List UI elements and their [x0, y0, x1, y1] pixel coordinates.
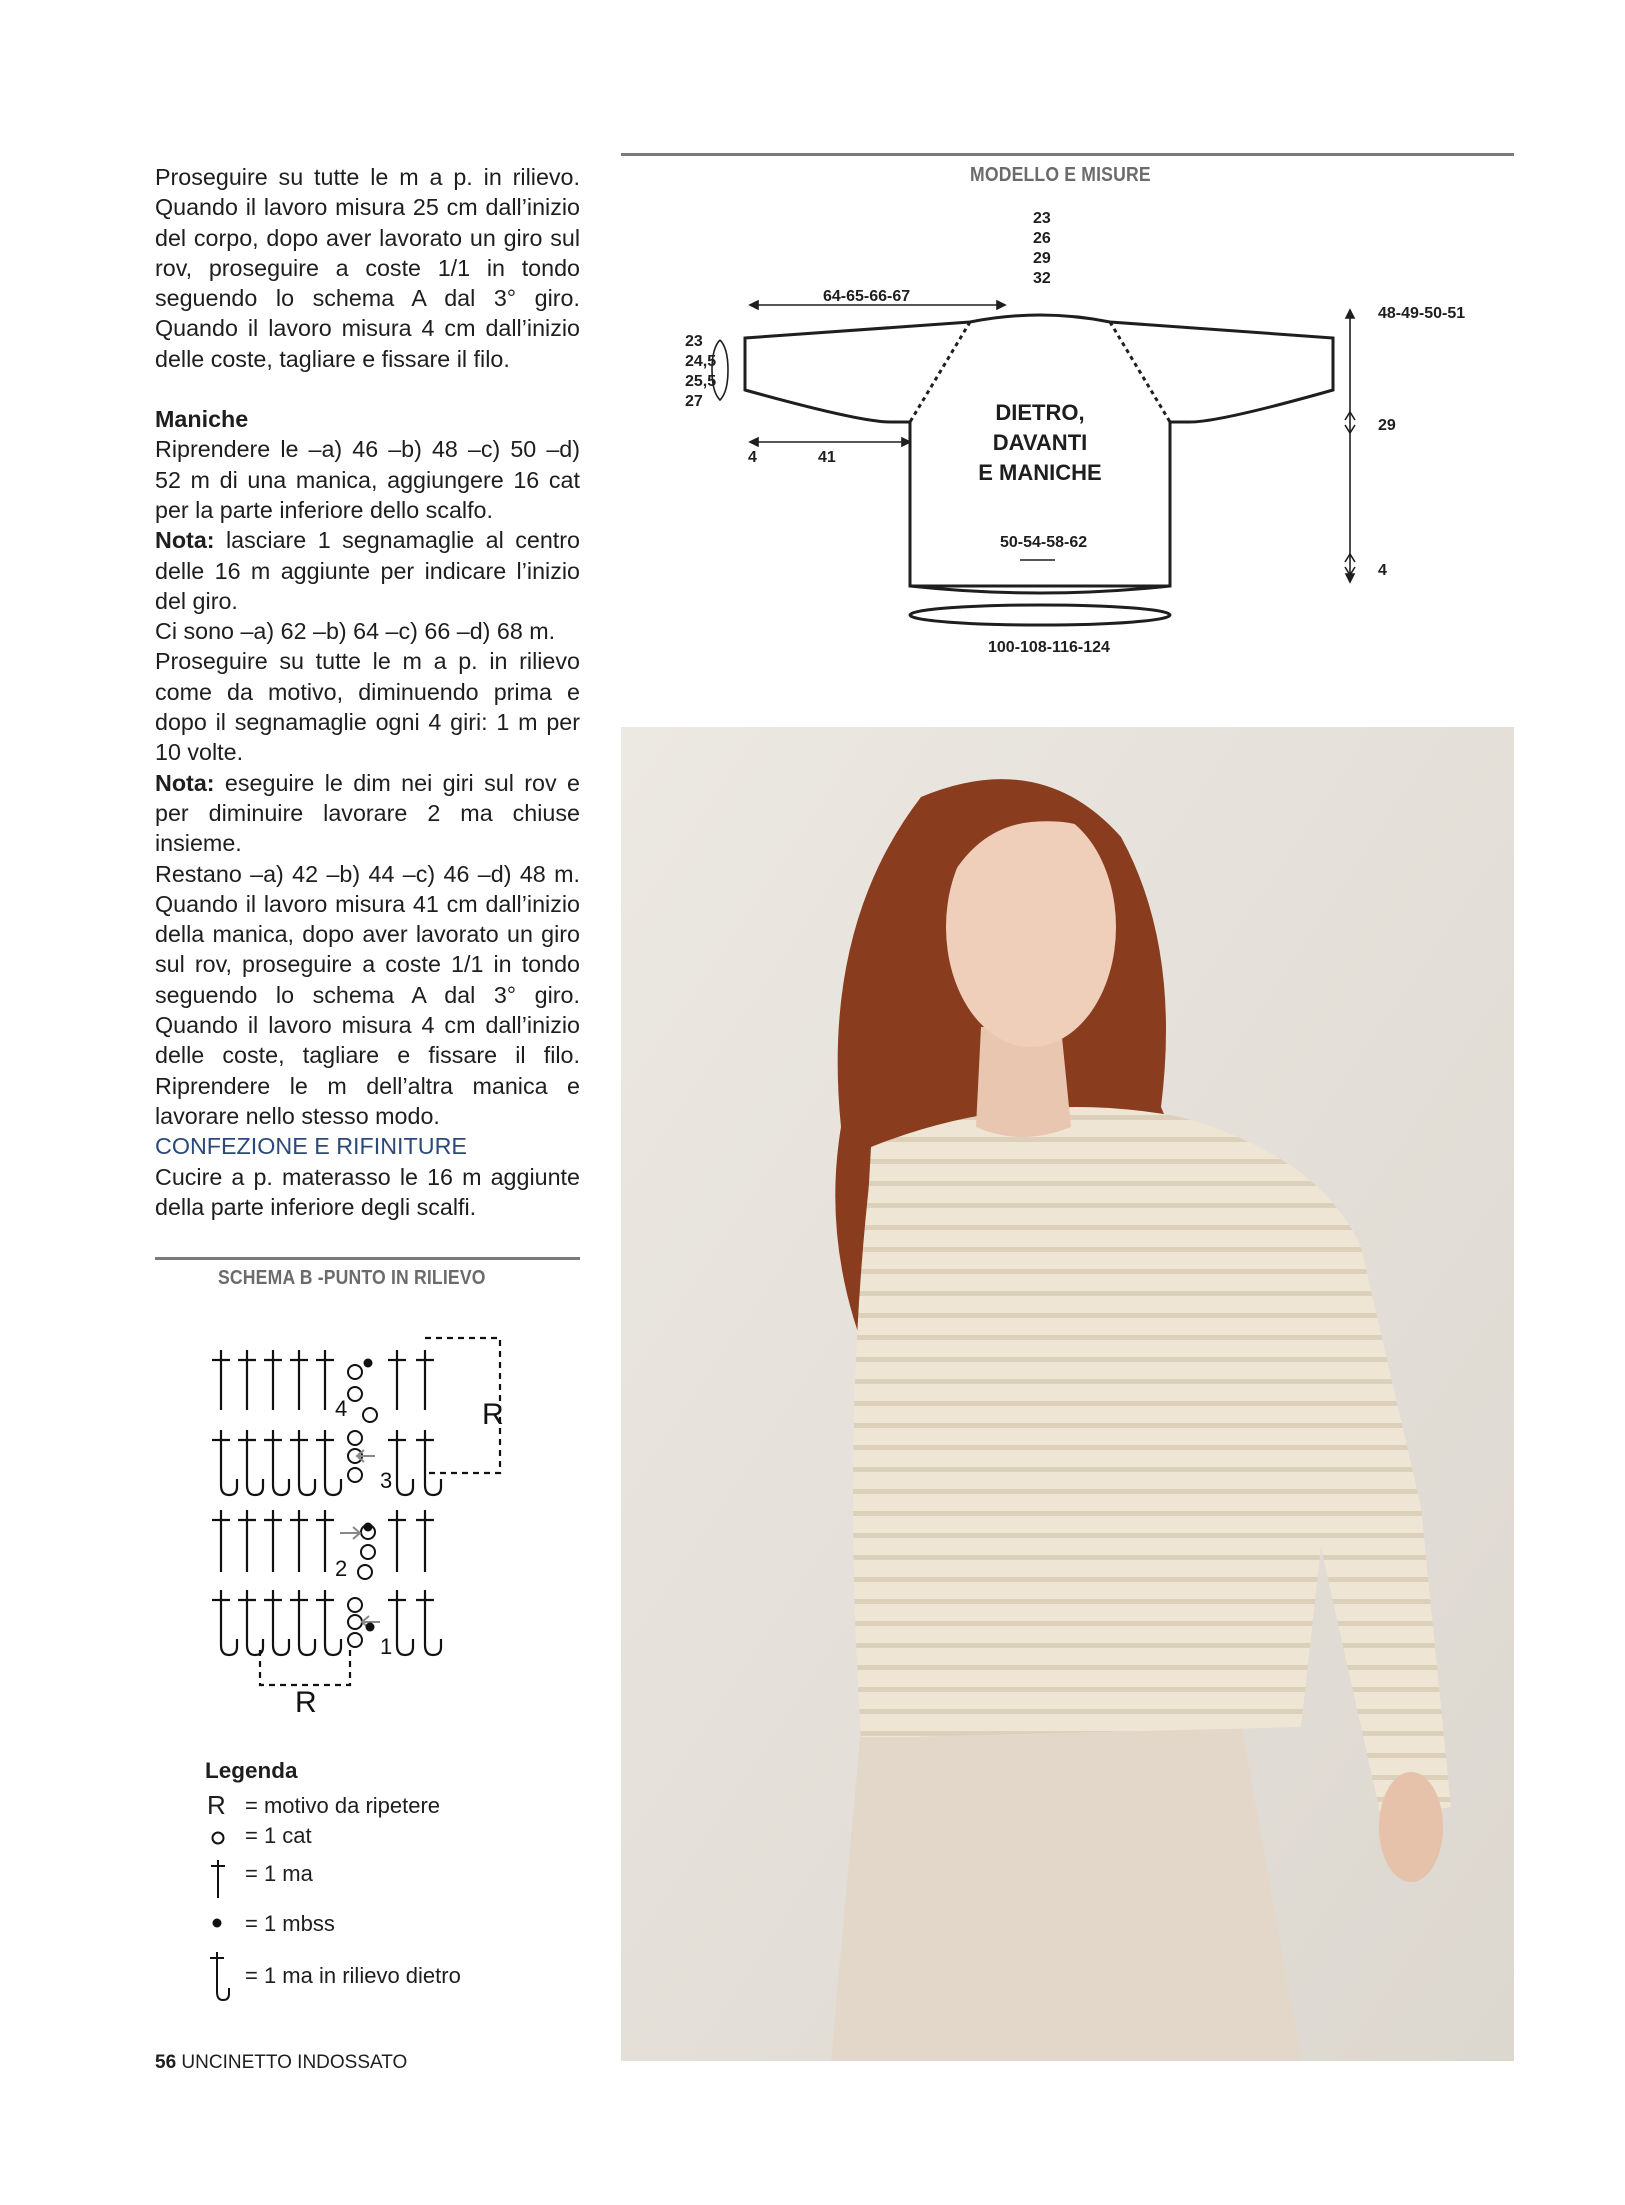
body-length-label: 29 — [1378, 417, 1396, 434]
row-number-1: 1 — [380, 1634, 393, 1659]
paragraph-stitch-count: Ci sono –a) 62 –b) 64 –c) 66 –d) 68 m. — [155, 618, 556, 645]
page-footer — [155, 2052, 407, 2074]
cuff-height-4: 27 — [685, 393, 703, 410]
photo-illustration — [621, 727, 1514, 2061]
cuff-height-3: 25,5 — [685, 373, 717, 390]
piece-label-line-2: DAVANTI — [992, 430, 1088, 455]
hand — [1379, 1772, 1443, 1882]
slip-stitches — [364, 1359, 375, 1632]
sleeve-length-label: 41 — [818, 449, 836, 466]
double-crochet-icon — [208, 1856, 228, 1900]
legend-text-chain: = 1 cat — [245, 1823, 312, 1848]
cuff-height-1: 23 — [685, 333, 703, 350]
maniche-heading: Maniche — [155, 406, 249, 433]
chart-row-3 — [212, 1430, 441, 1495]
row-number-2: 2 — [335, 1556, 348, 1581]
legend-symbol-r: R — [207, 1790, 226, 1820]
note-label: Nota: — [155, 769, 215, 796]
neck-size-4: 32 — [1033, 270, 1051, 287]
legend-text-dc: = 1 ma — [245, 1861, 313, 1886]
schema-title: SCHEMA B -PUNTO IN RILIEVO — [218, 1267, 486, 1289]
neck-size-3: 29 — [1033, 250, 1051, 267]
row-number-4: 4 — [335, 1396, 348, 1421]
legend — [205, 1758, 461, 1988]
ribbing-label: 4 — [1378, 562, 1387, 579]
paragraph-finishing: Cucire a p. materasso le 16 m aggiunte della parte inferiore degli scalfi. — [155, 1163, 580, 1220]
note-label: Nota: — [155, 527, 215, 554]
sleeve-width-label: 64-65-66-67 — [823, 288, 911, 305]
piece-label-line-1: DIETRO, — [995, 400, 1085, 425]
paragraph-sleeves-start: Riprendere le –a) 46 –b) 48 –c) 50 –d) 52 m di una manica, aggiungere 16 cat per la parte inferiore dello scalfo. — [155, 436, 580, 523]
legend-title: Legenda — [205, 1758, 298, 1783]
row-number-3: 3 — [380, 1468, 393, 1493]
page-number: 56 — [155, 2052, 177, 2073]
confezione-heading: CONFEZIONE E RIFINITURE — [155, 1133, 467, 1160]
chart-row-1 — [212, 1590, 441, 1655]
schema-rule — [155, 1257, 580, 1260]
paragraph-body-finish: Proseguire su tutte le m a p. in rilievo. Quando il lavoro misura 25 cm dall’inizio del corpo, dopo aver lavorato un giro sul rov, proseguire a coste 1/1 in tondo seguendo lo schema A dal 3° giro. Quando il lavoro misura 4 cm dall’inizio delle coste, tagliare e fissare il filo. — [155, 164, 580, 372]
paragraph-note-1 — [155, 525, 580, 616]
neck-size-2: 26 — [1033, 230, 1051, 247]
paragraph-note-2 — [155, 768, 580, 859]
repeat-label-bottom: R — [295, 1686, 317, 1719]
piece-label-line-3: E MANICHE — [978, 460, 1102, 485]
schematic-diagram — [660, 200, 1480, 680]
sleeve-cuff-label: 4 — [748, 449, 757, 466]
crochet-chart — [200, 1320, 520, 1720]
legend-text-slst: = 1 mbss — [245, 1911, 335, 1936]
sleeve-height-label: 48-49-50-51 — [1378, 305, 1466, 322]
magazine-name: UNCINETTO INDOSSATO — [181, 2052, 408, 2073]
diagram-rule — [621, 153, 1514, 156]
back-post-dc-icon — [207, 1948, 233, 2006]
paragraph-sleeves-finish: Restano –a) 42 –b) 44 –c) 46 –d) 48 m. Quando il lavoro misura 41 cm dall’inizio della manica, dopo aver lavorato un giro sul rov, proseguire a coste 1/1 in tondo seguendo lo schema A dal 3° giro. Quando il lavoro misura 4 cm dall’inizio delle coste, tagliare e fissare il filo. Riprendere le m dell’altra manica e lavorare nello stesso modo. — [155, 860, 580, 1129]
repeat-label-right: R — [482, 1398, 504, 1431]
neck-size-1: 23 — [1033, 210, 1051, 227]
slip-stitch-icon — [210, 1916, 224, 1930]
body-width-label: 50-54-58-62 — [1000, 534, 1088, 551]
chain-stitches — [348, 1365, 377, 1647]
legend-text-repeat: = motivo da ripetere — [245, 1793, 441, 1818]
cuff-height-2: 24,5 — [685, 353, 717, 370]
chain-icon — [210, 1830, 226, 1846]
trousers — [831, 1722, 1301, 2061]
chart-row-4 — [212, 1350, 434, 1410]
diagram-title: MODELLO E MISURE — [970, 164, 1151, 186]
note-text: eseguire le dim nei giri sul rov e per diminuire lavorare 2 ma chiuse insieme. — [155, 769, 580, 857]
paragraph-decrease: Proseguire su tutte le m a p. in rilievo come da motivo, diminuendo prima e dopo il segnamaglie ogni 4 giri: 1 m per 10 volte. — [155, 648, 580, 766]
circumference-label: 100-108-116-124 — [988, 639, 1110, 656]
instructions-column — [155, 162, 580, 1222]
chart-row-2 — [212, 1510, 434, 1572]
model-photo — [621, 727, 1514, 2061]
note-text: lasciare 1 segnamaglie al centro delle 16 m aggiunte per indicare l’inizio del giro. — [155, 527, 580, 614]
legend-text-bpdc: = 1 ma in rilievo dietro — [245, 1963, 461, 1988]
